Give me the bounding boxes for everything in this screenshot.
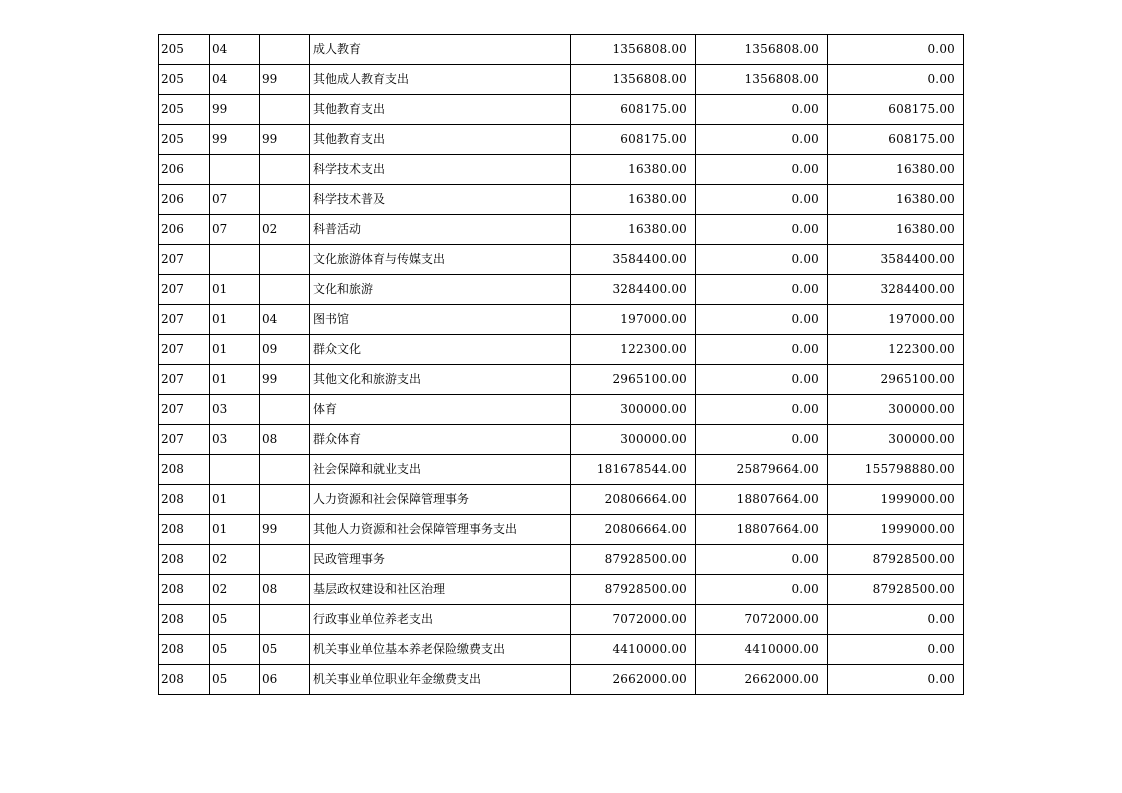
subject-name-cell: 其他成人教育支出 — [310, 65, 571, 95]
basic-expenditure-cell: 0.00 — [696, 245, 828, 275]
total-amount-cell: 3584400.00 — [571, 245, 696, 275]
basic-expenditure-cell: 0.00 — [696, 95, 828, 125]
item-code-cell: 09 — [260, 335, 310, 365]
table-row — [159, 485, 964, 515]
table-row — [159, 125, 964, 155]
subject-name-cell: 群众体育 — [310, 425, 571, 455]
total-amount-cell: 87928500.00 — [571, 545, 696, 575]
item-code-cell — [260, 485, 310, 515]
basic-expenditure-cell: 0.00 — [696, 215, 828, 245]
basic-expenditure-cell: 2662000.00 — [696, 665, 828, 695]
section-code-cell: 01 — [210, 275, 260, 305]
basic-expenditure-cell: 1356808.00 — [696, 65, 828, 95]
total-amount-cell: 4410000.00 — [571, 635, 696, 665]
class-code-cell: 207 — [159, 305, 210, 335]
class-code-cell: 208 — [159, 575, 210, 605]
project-expenditure-cell: 3284400.00 — [828, 275, 964, 305]
project-expenditure-cell: 87928500.00 — [828, 575, 964, 605]
subject-name-cell: 体育 — [310, 395, 571, 425]
table-row — [159, 425, 964, 455]
basic-expenditure-cell: 0.00 — [696, 275, 828, 305]
item-code-cell: 08 — [260, 575, 310, 605]
subject-name-cell: 机关事业单位职业年金缴费支出 — [310, 665, 571, 695]
basic-expenditure-cell: 18807664.00 — [696, 515, 828, 545]
item-code-cell — [260, 275, 310, 305]
section-code-cell: 01 — [210, 515, 260, 545]
class-code-cell: 205 — [159, 35, 210, 65]
total-amount-cell: 20806664.00 — [571, 515, 696, 545]
total-amount-cell: 608175.00 — [571, 95, 696, 125]
project-expenditure-cell: 0.00 — [828, 605, 964, 635]
class-code-cell: 207 — [159, 275, 210, 305]
total-amount-cell: 20806664.00 — [571, 485, 696, 515]
section-code-cell: 02 — [210, 545, 260, 575]
basic-expenditure-cell: 0.00 — [696, 155, 828, 185]
subject-name-cell: 群众文化 — [310, 335, 571, 365]
basic-expenditure-cell: 0.00 — [696, 575, 828, 605]
basic-expenditure-cell: 0.00 — [696, 395, 828, 425]
total-amount-cell: 16380.00 — [571, 155, 696, 185]
table-row — [159, 335, 964, 365]
section-code-cell: 99 — [210, 125, 260, 155]
item-code-cell: 99 — [260, 365, 310, 395]
section-code-cell: 07 — [210, 185, 260, 215]
class-code-cell: 207 — [159, 365, 210, 395]
section-code-cell: 01 — [210, 485, 260, 515]
class-code-cell: 208 — [159, 635, 210, 665]
section-code-cell: 03 — [210, 395, 260, 425]
total-amount-cell: 1356808.00 — [571, 35, 696, 65]
class-code-cell: 206 — [159, 215, 210, 245]
project-expenditure-cell: 608175.00 — [828, 125, 964, 155]
project-expenditure-cell: 1999000.00 — [828, 515, 964, 545]
item-code-cell: 05 — [260, 635, 310, 665]
project-expenditure-cell: 16380.00 — [828, 215, 964, 245]
basic-expenditure-cell: 0.00 — [696, 185, 828, 215]
subject-name-cell: 成人教育 — [310, 35, 571, 65]
item-code-cell — [260, 395, 310, 425]
section-code-cell: 04 — [210, 35, 260, 65]
project-expenditure-cell: 0.00 — [828, 665, 964, 695]
project-expenditure-cell: 16380.00 — [828, 185, 964, 215]
table-row — [159, 365, 964, 395]
subject-name-cell: 人力资源和社会保障管理事务 — [310, 485, 571, 515]
item-code-cell: 04 — [260, 305, 310, 335]
table-row — [159, 515, 964, 545]
table-row — [159, 665, 964, 695]
total-amount-cell: 181678544.00 — [571, 455, 696, 485]
total-amount-cell: 2965100.00 — [571, 365, 696, 395]
table-body — [159, 35, 964, 695]
subject-name-cell: 其他文化和旅游支出 — [310, 365, 571, 395]
subject-name-cell: 基层政权建设和社区治理 — [310, 575, 571, 605]
basic-expenditure-cell: 1356808.00 — [696, 35, 828, 65]
basic-expenditure-cell: 0.00 — [696, 425, 828, 455]
section-code-cell: 99 — [210, 95, 260, 125]
table-row — [159, 245, 964, 275]
project-expenditure-cell: 608175.00 — [828, 95, 964, 125]
table-row — [159, 185, 964, 215]
section-code-cell: 04 — [210, 65, 260, 95]
project-expenditure-cell: 197000.00 — [828, 305, 964, 335]
class-code-cell: 206 — [159, 185, 210, 215]
section-code-cell — [210, 245, 260, 275]
item-code-cell — [260, 35, 310, 65]
section-code-cell — [210, 155, 260, 185]
class-code-cell: 208 — [159, 665, 210, 695]
basic-expenditure-cell: 0.00 — [696, 125, 828, 155]
table-row — [159, 545, 964, 575]
table-row — [159, 155, 964, 185]
basic-expenditure-cell: 0.00 — [696, 545, 828, 575]
subject-name-cell: 文化和旅游 — [310, 275, 571, 305]
table-row — [159, 275, 964, 305]
project-expenditure-cell: 16380.00 — [828, 155, 964, 185]
total-amount-cell: 122300.00 — [571, 335, 696, 365]
basic-expenditure-cell: 0.00 — [696, 305, 828, 335]
total-amount-cell: 300000.00 — [571, 425, 696, 455]
project-expenditure-cell: 3584400.00 — [828, 245, 964, 275]
table-row — [159, 215, 964, 245]
project-expenditure-cell: 1999000.00 — [828, 485, 964, 515]
item-code-cell — [260, 545, 310, 575]
section-code-cell: 05 — [210, 665, 260, 695]
subject-name-cell: 图书馆 — [310, 305, 571, 335]
total-amount-cell: 87928500.00 — [571, 575, 696, 605]
subject-name-cell: 文化旅游体育与传媒支出 — [310, 245, 571, 275]
subject-name-cell: 科普活动 — [310, 215, 571, 245]
subject-name-cell: 行政事业单位养老支出 — [310, 605, 571, 635]
class-code-cell: 207 — [159, 335, 210, 365]
total-amount-cell: 3284400.00 — [571, 275, 696, 305]
project-expenditure-cell: 300000.00 — [828, 425, 964, 455]
table-row — [159, 65, 964, 95]
item-code-cell: 99 — [260, 515, 310, 545]
item-code-cell: 99 — [260, 125, 310, 155]
total-amount-cell: 7072000.00 — [571, 605, 696, 635]
class-code-cell: 205 — [159, 95, 210, 125]
class-code-cell: 207 — [159, 245, 210, 275]
project-expenditure-cell: 0.00 — [828, 635, 964, 665]
project-expenditure-cell: 300000.00 — [828, 395, 964, 425]
basic-expenditure-cell: 0.00 — [696, 335, 828, 365]
subject-name-cell: 其他教育支出 — [310, 125, 571, 155]
item-code-cell — [260, 185, 310, 215]
class-code-cell: 208 — [159, 485, 210, 515]
item-code-cell — [260, 95, 310, 125]
total-amount-cell: 608175.00 — [571, 125, 696, 155]
item-code-cell — [260, 245, 310, 275]
table-row — [159, 635, 964, 665]
class-code-cell: 208 — [159, 605, 210, 635]
item-code-cell: 99 — [260, 65, 310, 95]
section-code-cell: 01 — [210, 305, 260, 335]
total-amount-cell: 16380.00 — [571, 215, 696, 245]
item-code-cell: 08 — [260, 425, 310, 455]
class-code-cell: 205 — [159, 65, 210, 95]
class-code-cell: 205 — [159, 125, 210, 155]
section-code-cell: 01 — [210, 365, 260, 395]
total-amount-cell: 2662000.00 — [571, 665, 696, 695]
project-expenditure-cell: 155798880.00 — [828, 455, 964, 485]
basic-expenditure-cell: 7072000.00 — [696, 605, 828, 635]
class-code-cell: 206 — [159, 155, 210, 185]
subject-name-cell: 其他教育支出 — [310, 95, 571, 125]
item-code-cell — [260, 455, 310, 485]
basic-expenditure-cell: 18807664.00 — [696, 485, 828, 515]
section-code-cell — [210, 455, 260, 485]
table-row — [159, 35, 964, 65]
class-code-cell: 208 — [159, 515, 210, 545]
table-row — [159, 455, 964, 485]
project-expenditure-cell: 87928500.00 — [828, 545, 964, 575]
table-row — [159, 95, 964, 125]
subject-name-cell: 其他人力资源和社会保障管理事务支出 — [310, 515, 571, 545]
subject-name-cell: 机关事业单位基本养老保险缴费支出 — [310, 635, 571, 665]
section-code-cell: 05 — [210, 635, 260, 665]
total-amount-cell: 16380.00 — [571, 185, 696, 215]
table-row — [159, 395, 964, 425]
table-row — [159, 305, 964, 335]
basic-expenditure-cell: 0.00 — [696, 365, 828, 395]
class-code-cell: 208 — [159, 545, 210, 575]
total-amount-cell: 300000.00 — [571, 395, 696, 425]
project-expenditure-cell: 2965100.00 — [828, 365, 964, 395]
project-expenditure-cell: 0.00 — [828, 35, 964, 65]
table-row — [159, 605, 964, 635]
subject-name-cell: 科学技术普及 — [310, 185, 571, 215]
class-code-cell: 208 — [159, 455, 210, 485]
table-row — [159, 575, 964, 605]
section-code-cell: 01 — [210, 335, 260, 365]
section-code-cell: 07 — [210, 215, 260, 245]
budget-table — [158, 34, 964, 695]
section-code-cell: 02 — [210, 575, 260, 605]
item-code-cell: 02 — [260, 215, 310, 245]
item-code-cell — [260, 605, 310, 635]
class-code-cell: 207 — [159, 395, 210, 425]
project-expenditure-cell: 122300.00 — [828, 335, 964, 365]
total-amount-cell: 1356808.00 — [571, 65, 696, 95]
class-code-cell: 207 — [159, 425, 210, 455]
total-amount-cell: 197000.00 — [571, 305, 696, 335]
item-code-cell — [260, 155, 310, 185]
project-expenditure-cell: 0.00 — [828, 65, 964, 95]
section-code-cell: 05 — [210, 605, 260, 635]
subject-name-cell: 科学技术支出 — [310, 155, 571, 185]
subject-name-cell: 民政管理事务 — [310, 545, 571, 575]
basic-expenditure-cell: 25879664.00 — [696, 455, 828, 485]
section-code-cell: 03 — [210, 425, 260, 455]
basic-expenditure-cell: 4410000.00 — [696, 635, 828, 665]
item-code-cell: 06 — [260, 665, 310, 695]
subject-name-cell: 社会保障和就业支出 — [310, 455, 571, 485]
